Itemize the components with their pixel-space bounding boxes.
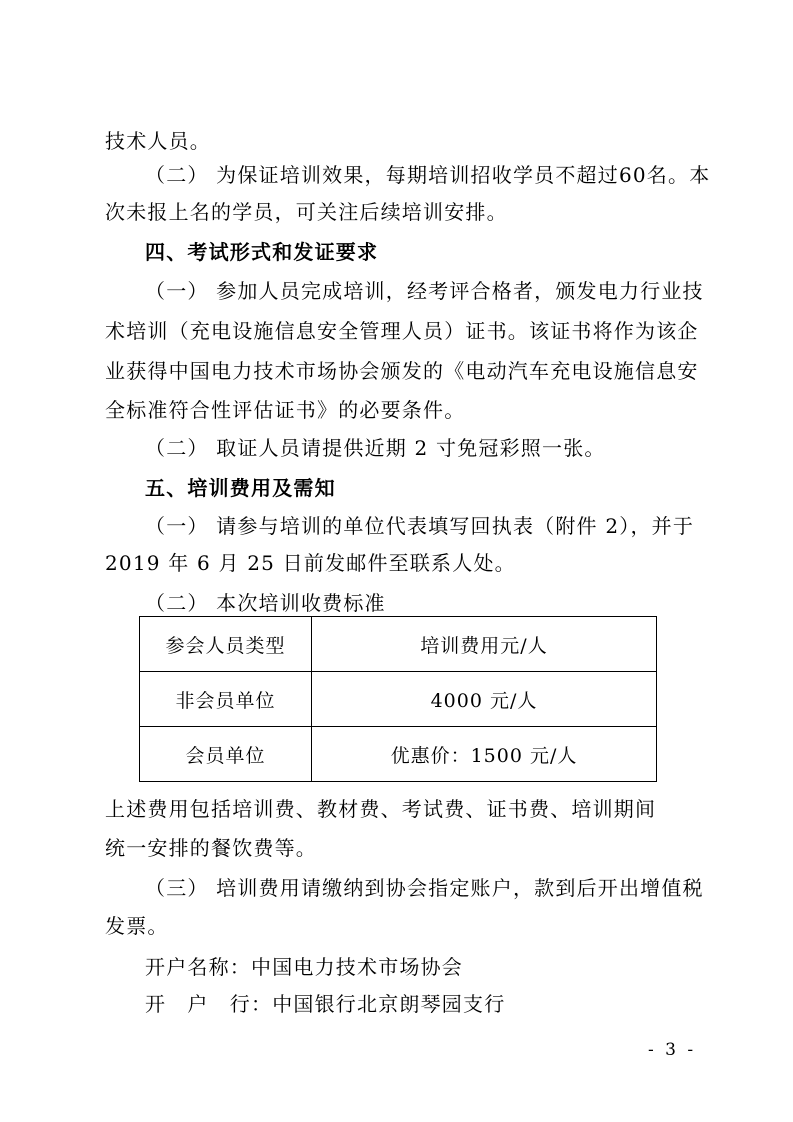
paragraph-line: （三） 培训费用请缴纳到协会指定账户，款到后开出增值税 [145, 876, 704, 900]
account-bank-line: 开 户 行：中国银行北京朗琴园支行 [145, 992, 506, 1016]
table-header-cell: 培训费用元/人 [312, 617, 657, 672]
section-heading: 五、培训费用及需知 [145, 476, 336, 500]
paragraph-line: （一） 参加人员完成培训，经考评合格者，颁发电力行业技 [145, 279, 704, 303]
account-name-line: 开户名称：中国电力技术市场协会 [145, 955, 463, 979]
table-header-cell: 参会人员类型 [140, 617, 312, 672]
table-caption: （二） 本次培训收费标准 [145, 591, 386, 615]
paragraph-line: （二） 为保证培训效果，每期培训招收学员不超过60名。本 [145, 163, 711, 187]
table-cell: 4000 元/人 [312, 672, 657, 727]
paragraph-line: （二） 取证人员请提供近期 2 寸免冠彩照一张。 [145, 436, 606, 460]
section-heading: 四、考试形式和发证要求 [145, 240, 379, 264]
table-row [140, 727, 657, 782]
paragraph-line: 次未报上名的学员，可关注后续培训安排。 [105, 200, 508, 224]
paragraph-line: 业获得中国电力技术市场协会颁发的《电动汽车充电设施信息安 [105, 359, 699, 383]
page-number: - 3 - [648, 1040, 697, 1060]
table-row [140, 672, 657, 727]
paragraph-line: 统一安排的餐饮费等。 [105, 836, 317, 860]
table-cell: 优惠价：1500 元/人 [312, 727, 657, 782]
paragraph-line: 术培训（充电设施信息安全管理人员）证书。该证书将作为该企 [105, 319, 699, 343]
table-header-row [140, 617, 657, 672]
paragraph-line: 全标准符合性评估证书》的必要条件。 [105, 398, 466, 422]
paragraph-line: 技术人员。 [105, 129, 211, 153]
paragraph-line: 上述费用包括培训费、教材费、考试费、证书费、培训期间 [105, 797, 657, 821]
paragraph-line: 发票。 [105, 914, 169, 938]
fee-table [139, 616, 657, 782]
table-cell: 会员单位 [140, 727, 312, 782]
table-cell: 非会员单位 [140, 672, 312, 727]
paragraph-line: （一） 请参与培训的单位代表填写回执表（附件 2），并于 [145, 514, 695, 538]
paragraph-line: 2019 年 6 月 25 日前发邮件至联系人处。 [105, 551, 516, 575]
